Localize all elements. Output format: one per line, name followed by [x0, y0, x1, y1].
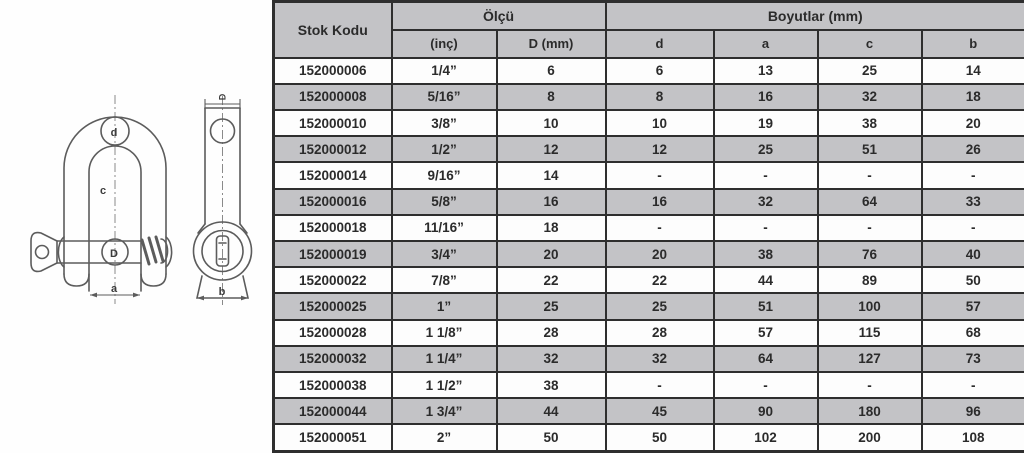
dim-d-cell: 16 — [606, 189, 714, 215]
dim-b-cell: - — [922, 215, 1024, 241]
header-stok-kodu: Stok Kodu — [274, 2, 392, 58]
dim-c-cell: 64 — [818, 189, 922, 215]
dim-c-cell: 76 — [818, 241, 922, 267]
stok-kodu-cell: 152000025 — [274, 293, 392, 319]
dim-d-cell: 50 — [606, 424, 714, 451]
inch-cell: 1/4” — [392, 58, 497, 84]
table-body — [274, 58, 1024, 452]
stok-kodu-cell: 152000051 — [274, 424, 392, 451]
shackle-front-view — [31, 95, 172, 304]
dim-a-cell: 16 — [714, 84, 818, 110]
dim-a-cell: 19 — [714, 110, 818, 136]
stok-kodu-cell: 152000010 — [274, 110, 392, 136]
dim-b-cell: 40 — [922, 241, 1024, 267]
dim-d-cell: 25 — [606, 293, 714, 319]
stok-kodu-cell: 152000016 — [274, 189, 392, 215]
stok-kodu-cell: 152000008 — [274, 84, 392, 110]
header-dim-d: d — [606, 30, 714, 58]
stok-kodu-cell: 152000032 — [274, 346, 392, 372]
dim-c-cell: 200 — [818, 424, 922, 451]
d-mm-cell: 25 — [497, 293, 606, 319]
header-dim-a: a — [714, 30, 818, 58]
dim-b-cell: 108 — [922, 424, 1024, 451]
dim-c-cell: 32 — [818, 84, 922, 110]
dim-a-cell: 90 — [714, 398, 818, 424]
inch-cell: 5/16” — [392, 84, 497, 110]
dim-b-cell: 68 — [922, 320, 1024, 346]
inch-cell: 3/4” — [392, 241, 497, 267]
shackle-drawing-pane — [0, 0, 272, 453]
dim-c-cell: - — [818, 215, 922, 241]
header-d-mm: D (mm) — [497, 30, 606, 58]
table-row — [274, 424, 1024, 451]
table-row — [274, 398, 1024, 424]
table-row — [274, 241, 1024, 267]
dim-a-cell: 57 — [714, 320, 818, 346]
dim-b-cell: 73 — [922, 346, 1024, 372]
dim-a-cell: - — [714, 215, 818, 241]
d-mm-cell: 18 — [497, 215, 606, 241]
dim-c-cell: 25 — [818, 58, 922, 84]
table-row — [274, 136, 1024, 162]
inch-cell: 5/8” — [392, 189, 497, 215]
table-row — [274, 372, 1024, 398]
dim-label-d: d — [111, 127, 118, 139]
dim-d-cell: 12 — [606, 136, 714, 162]
dim-c-cell: - — [818, 162, 922, 188]
dim-label-b: b — [219, 286, 226, 298]
inch-cell: 11/16” — [392, 215, 497, 241]
dim-b-cell: 14 — [922, 58, 1024, 84]
header-dim-b: b — [922, 30, 1024, 58]
d-mm-cell: 10 — [497, 110, 606, 136]
d-mm-cell: 6 — [497, 58, 606, 84]
stok-kodu-cell: 152000012 — [274, 136, 392, 162]
header-olcu-group: Ölçü — [392, 2, 606, 30]
inch-cell: 9/16” — [392, 162, 497, 188]
dim-a-cell: 25 — [714, 136, 818, 162]
stok-kodu-cell: 152000014 — [274, 162, 392, 188]
inch-cell: 1 1/2” — [392, 372, 497, 398]
header-dim-c: c — [818, 30, 922, 58]
table-row — [274, 215, 1024, 241]
dim-b-cell: 57 — [922, 293, 1024, 319]
dim-b-cell: 26 — [922, 136, 1024, 162]
dim-label-D: D — [110, 248, 118, 260]
dim-a-cell: 64 — [714, 346, 818, 372]
dim-b-cell: 96 — [922, 398, 1024, 424]
d-mm-cell: 44 — [497, 398, 606, 424]
d-mm-cell: 32 — [497, 346, 606, 372]
dim-c-cell: 100 — [818, 293, 922, 319]
table-row — [274, 267, 1024, 293]
dim-label-a: a — [111, 283, 118, 295]
dim-d-cell: 45 — [606, 398, 714, 424]
dim-label-c: c — [100, 185, 106, 197]
inch-cell: 1” — [392, 293, 497, 319]
dim-a-cell: 102 — [714, 424, 818, 451]
stok-kodu-cell: 152000038 — [274, 372, 392, 398]
stok-kodu-cell: 152000028 — [274, 320, 392, 346]
dim-d-cell: 28 — [606, 320, 714, 346]
d-mm-cell: 38 — [497, 372, 606, 398]
dim-c-cell: 51 — [818, 136, 922, 162]
dim-c-cell: 115 — [818, 320, 922, 346]
table-row — [274, 320, 1024, 346]
dim-d-cell: 6 — [606, 58, 714, 84]
d-mm-cell: 8 — [497, 84, 606, 110]
shackle-technical-drawing — [0, 0, 272, 453]
inch-cell: 1 1/4” — [392, 346, 497, 372]
spec-table-pane — [272, 0, 1024, 453]
dim-a-cell: 38 — [714, 241, 818, 267]
dim-a-cell: - — [714, 162, 818, 188]
stok-kodu-cell: 152000022 — [274, 267, 392, 293]
table-row — [274, 189, 1024, 215]
dim-a-cell: 32 — [714, 189, 818, 215]
dim-c-cell: 89 — [818, 267, 922, 293]
dim-a-cell: 13 — [714, 58, 818, 84]
header-inch: (inç) — [392, 30, 497, 58]
d-mm-cell: 16 — [497, 189, 606, 215]
d-mm-cell: 12 — [497, 136, 606, 162]
dim-b-cell: 33 — [922, 189, 1024, 215]
table-row — [274, 84, 1024, 110]
table-row — [274, 110, 1024, 136]
dim-d-cell: 22 — [606, 267, 714, 293]
d-mm-cell: 50 — [497, 424, 606, 451]
stok-kodu-cell: 152000044 — [274, 398, 392, 424]
dim-b-cell: - — [922, 162, 1024, 188]
dim-b-cell: 20 — [922, 110, 1024, 136]
dim-b-cell: 50 — [922, 267, 1024, 293]
table-row — [274, 58, 1024, 84]
dim-c-cell: 127 — [818, 346, 922, 372]
inch-cell: 7/8” — [392, 267, 497, 293]
dim-d-cell: 32 — [606, 346, 714, 372]
dim-b-cell: 18 — [922, 84, 1024, 110]
dim-d-cell: - — [606, 162, 714, 188]
shackle-spec-table — [272, 0, 1024, 453]
dim-a-cell: 51 — [714, 293, 818, 319]
inch-cell: 1 3/4” — [392, 398, 497, 424]
table-row — [274, 162, 1024, 188]
inch-cell: 3/8” — [392, 110, 497, 136]
inch-cell: 1/2” — [392, 136, 497, 162]
dim-a-cell: - — [714, 372, 818, 398]
dim-a-cell: 44 — [714, 267, 818, 293]
header-boyutlar-group: Boyutlar (mm) — [606, 2, 1024, 30]
dim-c-cell: 38 — [818, 110, 922, 136]
table-header — [274, 2, 1024, 58]
dim-d-cell: - — [606, 215, 714, 241]
dim-d-cell: 10 — [606, 110, 714, 136]
d-mm-cell: 14 — [497, 162, 606, 188]
dim-d-cell: 8 — [606, 84, 714, 110]
dim-b-cell: - — [922, 372, 1024, 398]
stok-kodu-cell: 152000018 — [274, 215, 392, 241]
table-row — [274, 346, 1024, 372]
dim-d-cell: 20 — [606, 241, 714, 267]
stok-kodu-cell: 152000019 — [274, 241, 392, 267]
dim-d-cell: - — [606, 372, 714, 398]
dim-c-cell: - — [818, 372, 922, 398]
d-mm-cell: 22 — [497, 267, 606, 293]
dim-label-side-top: D — [218, 93, 228, 100]
table-row — [274, 293, 1024, 319]
inch-cell: 2” — [392, 424, 497, 451]
shackle-side-view — [194, 93, 252, 305]
d-mm-cell: 20 — [497, 241, 606, 267]
dim-c-cell: 180 — [818, 398, 922, 424]
stok-kodu-cell: 152000006 — [274, 58, 392, 84]
d-mm-cell: 28 — [497, 320, 606, 346]
inch-cell: 1 1/8” — [392, 320, 497, 346]
